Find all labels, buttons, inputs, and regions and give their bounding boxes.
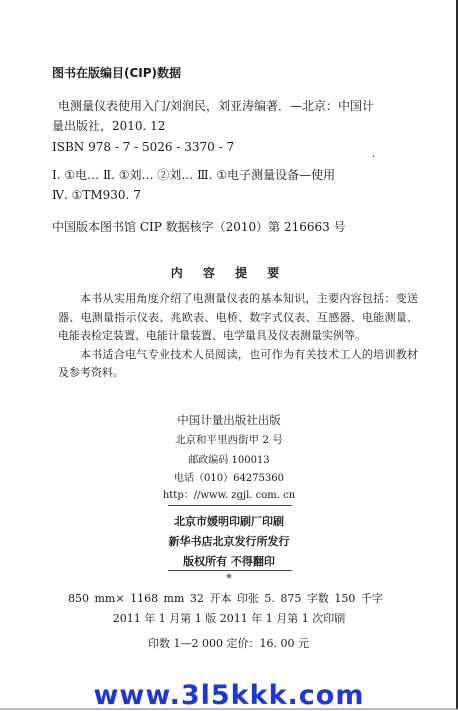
summary-paragraph-1: 本书从实用角度介绍了电测量仪表的基本知识，主要内容包括：变送器、电测量指示仪表、兆欧表、电桥、数字式仪表、互感器、电能测量、电能表检定装置、电能计量装置、电学量具及仪表测量实例等。 [58,292,418,343]
printer-line: 北京市媛明印刷厂印刷 [174,515,284,528]
cip-title: 图书在版编目(CIP)数据 [52,66,182,80]
book-spec-line: 850 mm× 1168 mm 32 开本 印张 5. 875 字数 150 千字 [68,592,383,605]
site-watermark: www.3l5kkk.com [93,680,365,711]
edition-line: 2011 年 1 月第 1 版 2011 年 1 月第 1 次印刷 [112,612,346,625]
distributor-line: 新华书店北京发行所发行 [168,535,290,548]
publisher-phone: 电话（010）64275360 [174,473,284,484]
summary-title: 内 容 提 要 [170,266,288,280]
copies-price-line: 印数 1—2 000 定价：16. 00 元 [148,637,309,650]
cip-line-2: 量出版社，2010. 12 [52,119,166,133]
publisher-address: 北京和平里西街甲 2 号 [175,434,283,446]
divider-bottom [168,570,292,571]
publisher-name: 中国计量出版社出版 [177,413,281,427]
summary-body [58,290,418,383]
classification-line-2: Ⅳ. ①TM930. 7 [52,188,141,202]
divider-top [168,505,292,506]
summary-paragraph-2: 本书适合电气专业技术人员阅读，也可作为有关技术工人的培训教材及参考资料。 [58,347,418,380]
cip-record-number: 中国版本图书馆 CIP 数据核字（2010）第 216663 号 [52,220,346,234]
rights-line: 版权所有 不得翻印 [183,555,275,568]
publisher-website: http：//www. zgjl. com. cn [162,490,296,501]
cip-line-1: 电测量仪表使用入门/刘润民，刘亚涛编著．—北京：中国计 [58,99,375,113]
classification-line-1: Ⅰ. ①电… Ⅱ. ①刘… ②刘… Ⅲ. ①电子测量设备—使用 [52,168,336,182]
isbn-line: ISBN 978 - 7 - 5026 - 3370 - 7 [52,140,235,154]
separator-star: * [226,572,232,585]
publisher-postcode: 邮政编码 100013 [188,455,270,466]
stray-dot: · [372,152,376,163]
